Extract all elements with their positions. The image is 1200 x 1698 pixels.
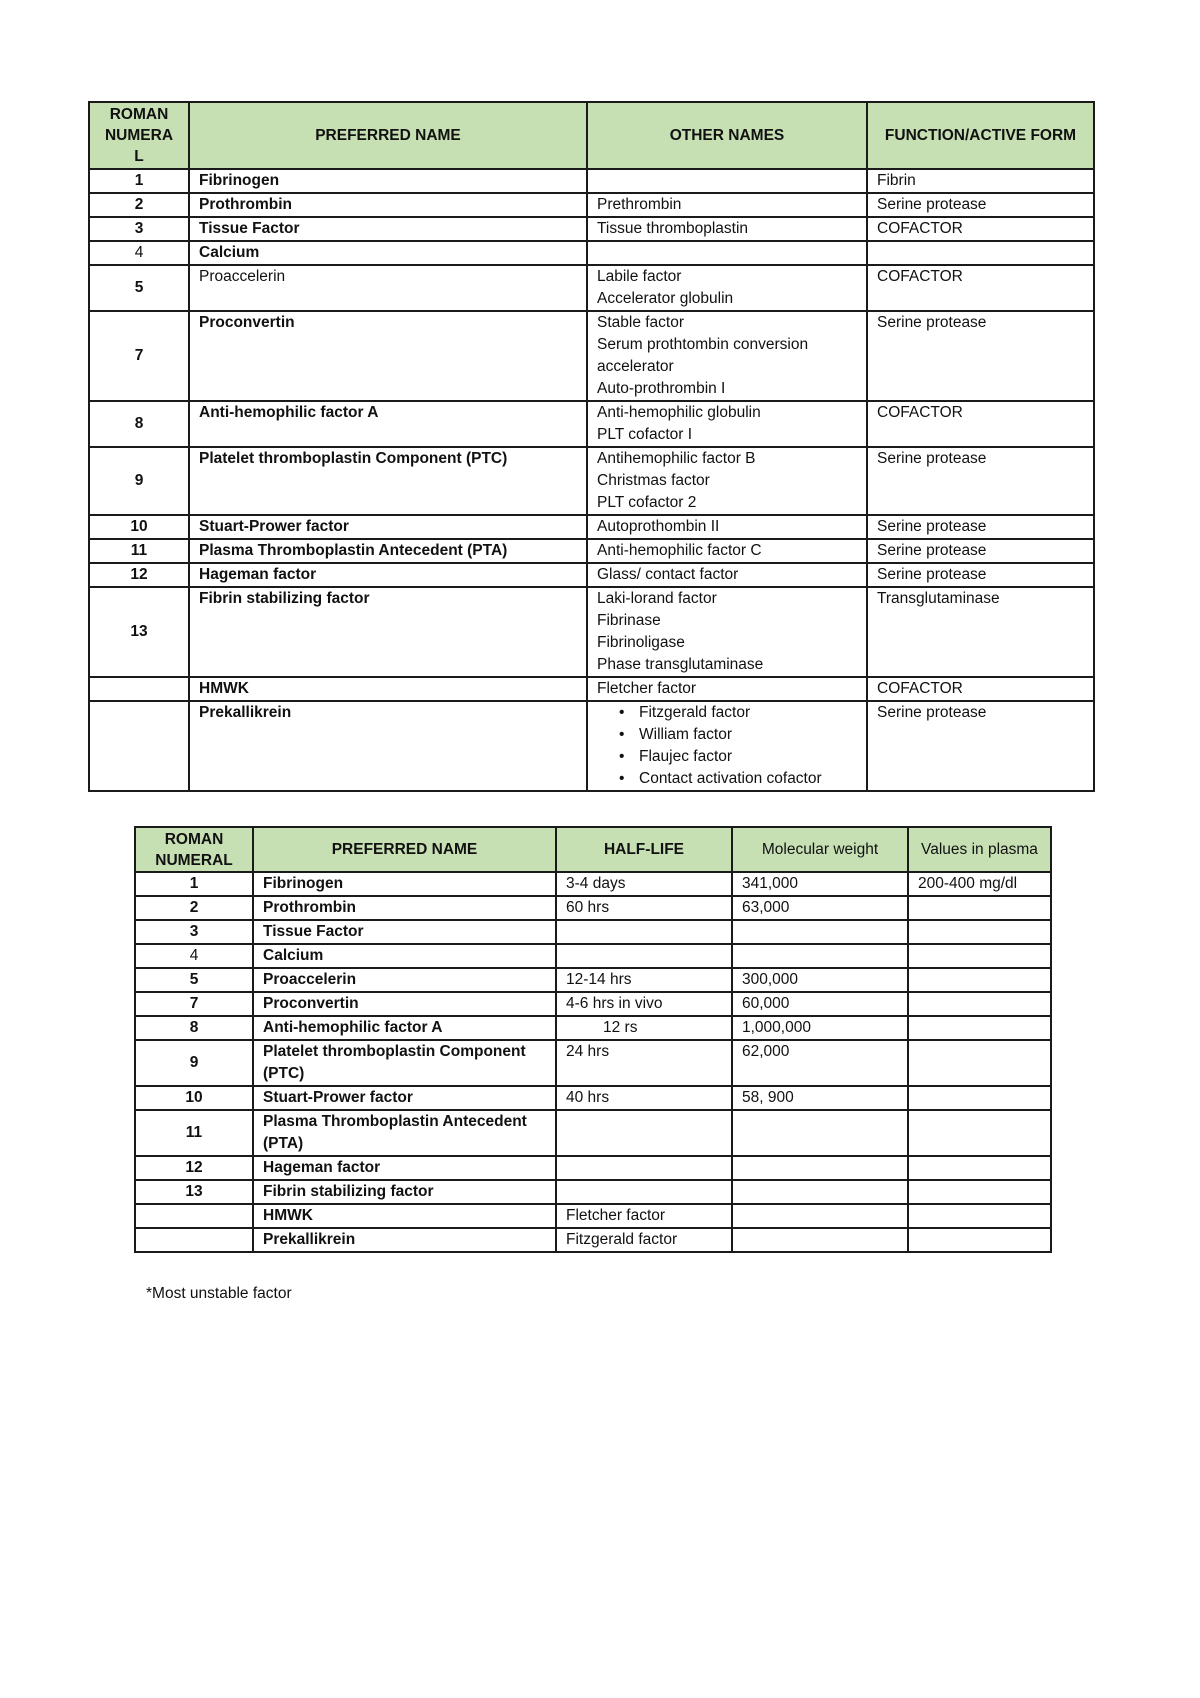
list-item: • Contact activation cofactor xyxy=(619,768,862,790)
plasma-value-cell xyxy=(908,1228,1051,1252)
numeral-cell: 4 xyxy=(89,241,189,265)
table-row xyxy=(89,587,1094,677)
half-life-cell xyxy=(556,1156,732,1180)
numeral-cell: 7 xyxy=(89,311,189,401)
numeral-cell: 9 xyxy=(89,447,189,515)
table-row xyxy=(89,447,1094,515)
name-cell: Prekallikrein xyxy=(189,701,587,791)
function-cell: Serine protease xyxy=(867,447,1094,515)
half-life-cell: 40 hrs xyxy=(556,1086,732,1110)
name-cell: Tissue Factor xyxy=(189,217,587,241)
function-cell: Serine protease xyxy=(867,515,1094,539)
plasma-value-cell xyxy=(908,1040,1051,1086)
table-row xyxy=(135,1156,1051,1180)
name-cell: Proaccelerin xyxy=(189,265,587,311)
name-cell: Fibrin stabilizing factor xyxy=(253,1180,556,1204)
name-cell: Hageman factor xyxy=(253,1156,556,1180)
molecular-weight-cell: 60,000 xyxy=(732,992,908,1016)
table-row xyxy=(89,701,1094,791)
function-cell: COFACTOR xyxy=(867,217,1094,241)
numeral-cell xyxy=(135,1228,253,1252)
name-cell: Hageman factor xyxy=(189,563,587,587)
plasma-value-cell xyxy=(908,1016,1051,1040)
molecular-weight-cell xyxy=(732,1180,908,1204)
name-cell: Platelet thromboplastin Component (PTC) xyxy=(189,447,587,515)
half-life-cell: 12-14 hrs xyxy=(556,968,732,992)
molecular-weight-cell: 341,000 xyxy=(732,872,908,896)
table-row xyxy=(135,896,1051,920)
table-row xyxy=(135,1180,1051,1204)
table-row xyxy=(89,311,1094,401)
plasma-value-cell xyxy=(908,1180,1051,1204)
name-cell: Stuart-Prower factor xyxy=(253,1086,556,1110)
molecular-weight-cell xyxy=(732,1228,908,1252)
table-row xyxy=(135,944,1051,968)
coagulation-factors-table xyxy=(88,101,1095,792)
table-row xyxy=(135,992,1051,1016)
function-cell: COFACTOR xyxy=(867,401,1094,447)
plasma-value-cell xyxy=(908,920,1051,944)
half-life-cell: 24 hrs xyxy=(556,1040,732,1086)
other-names-cell: Stable factor Serum prothtombin conversion accelerator Auto-prothrombin I xyxy=(587,311,867,401)
plasma-value-cell xyxy=(908,896,1051,920)
plasma-value-cell xyxy=(908,968,1051,992)
name-cell: Fibrinogen xyxy=(253,872,556,896)
half-life-cell: 60 hrs xyxy=(556,896,732,920)
plasma-value-cell xyxy=(908,1204,1051,1228)
table-row xyxy=(89,401,1094,447)
numeral-cell: 12 xyxy=(89,563,189,587)
footnote: *Most unstable factor xyxy=(146,1285,292,1302)
table-row xyxy=(135,920,1051,944)
name-cell: Stuart-Prower factor xyxy=(189,515,587,539)
numeral-cell: 13 xyxy=(135,1180,253,1204)
numeral-cell: 8 xyxy=(135,1016,253,1040)
table-row xyxy=(135,1040,1051,1086)
half-life-cell xyxy=(556,1180,732,1204)
list-item: • Fitzgerald factor xyxy=(619,702,862,724)
table-row xyxy=(89,241,1094,265)
name-cell: Fibrin stabilizing factor xyxy=(189,587,587,677)
table-row xyxy=(89,217,1094,241)
table-row xyxy=(89,563,1094,587)
header-function: FUNCTION/ACTIVE FORM xyxy=(867,102,1094,169)
other-names-cell: Prethrombin xyxy=(587,193,867,217)
table-row xyxy=(135,1086,1051,1110)
numeral-cell: 4 xyxy=(135,944,253,968)
molecular-weight-cell xyxy=(732,944,908,968)
half-life-cell: Fitzgerald factor xyxy=(556,1228,732,1252)
other-names-bullet-list xyxy=(597,702,862,790)
numeral-cell: 11 xyxy=(89,539,189,563)
function-cell: Serine protease xyxy=(867,539,1094,563)
numeral-cell: 7 xyxy=(135,992,253,1016)
header-roman-numeral: ROMAN NUMERA L xyxy=(89,102,189,169)
table-row xyxy=(89,677,1094,701)
molecular-weight-cell: 58, 900 xyxy=(732,1086,908,1110)
half-life-cell xyxy=(556,944,732,968)
numeral-cell: 1 xyxy=(135,872,253,896)
numeral-cell: 3 xyxy=(135,920,253,944)
function-cell: Serine protease xyxy=(867,311,1094,401)
table-header-row xyxy=(89,102,1094,169)
molecular-weight-cell xyxy=(732,1156,908,1180)
numeral-cell xyxy=(89,677,189,701)
function-cell: Serine protease xyxy=(867,193,1094,217)
name-cell: Anti-hemophilic factor A xyxy=(189,401,587,447)
plasma-value-cell xyxy=(908,992,1051,1016)
list-item: • William factor xyxy=(619,724,862,746)
function-cell xyxy=(867,241,1094,265)
other-names-cell: Anti-hemophilic factor C xyxy=(587,539,867,563)
table-row xyxy=(89,169,1094,193)
name-cell: Platelet thromboplastin Component (PTC) xyxy=(253,1040,556,1086)
function-cell: Serine protease xyxy=(867,701,1094,791)
table-row xyxy=(89,539,1094,563)
other-names-cell: Fletcher factor xyxy=(587,677,867,701)
half-life-cell: 3-4 days xyxy=(556,872,732,896)
table-row xyxy=(89,265,1094,311)
other-names-cell xyxy=(587,701,867,791)
plasma-value-cell xyxy=(908,1086,1051,1110)
plasma-value-cell xyxy=(908,1110,1051,1156)
table-row xyxy=(135,1204,1051,1228)
half-life-cell xyxy=(556,920,732,944)
function-cell: Transglutaminase xyxy=(867,587,1094,677)
name-cell: Fibrinogen xyxy=(189,169,587,193)
function-cell: COFACTOR xyxy=(867,265,1094,311)
name-cell: Calcium xyxy=(253,944,556,968)
molecular-weight-cell: 1,000,000 xyxy=(732,1016,908,1040)
table-row xyxy=(135,1228,1051,1252)
numeral-cell: 1 xyxy=(89,169,189,193)
table-row xyxy=(89,515,1094,539)
molecular-weight-cell xyxy=(732,1204,908,1228)
molecular-weight-cell: 62,000 xyxy=(732,1040,908,1086)
header-other-names: OTHER NAMES xyxy=(587,102,867,169)
table-header-row xyxy=(135,827,1051,872)
numeral-cell: 10 xyxy=(89,515,189,539)
name-cell: Proconvertin xyxy=(189,311,587,401)
factor-properties-table xyxy=(134,826,1052,1253)
numeral-cell: 8 xyxy=(89,401,189,447)
numeral-cell: 5 xyxy=(89,265,189,311)
table-row xyxy=(135,1110,1051,1156)
half-life-cell: 12 rs xyxy=(556,1016,732,1040)
name-cell: HMWK xyxy=(253,1204,556,1228)
numeral-cell xyxy=(89,701,189,791)
numeral-cell: 11 xyxy=(135,1110,253,1156)
table-row xyxy=(135,968,1051,992)
plasma-value-cell: 200-400 mg/dl xyxy=(908,872,1051,896)
name-cell: Proaccelerin xyxy=(253,968,556,992)
other-names-cell xyxy=(587,241,867,265)
molecular-weight-cell xyxy=(732,920,908,944)
plasma-value-cell xyxy=(908,1156,1051,1180)
table-row xyxy=(89,193,1094,217)
function-cell: Serine protease xyxy=(867,563,1094,587)
other-names-cell: Antihemophilic factor B Christmas factor PLT cofactor 2 xyxy=(587,447,867,515)
name-cell: Anti-hemophilic factor A xyxy=(253,1016,556,1040)
other-names-cell: Autoprothombin II xyxy=(587,515,867,539)
molecular-weight-cell xyxy=(732,1110,908,1156)
other-names-cell: Anti-hemophilic globulin PLT cofactor I xyxy=(587,401,867,447)
header-roman-numeral: ROMAN NUMERAL xyxy=(135,827,253,872)
numeral-cell: 12 xyxy=(135,1156,253,1180)
half-life-cell: Fletcher factor xyxy=(556,1204,732,1228)
header-preferred-name: PREFERRED NAME xyxy=(253,827,556,872)
name-cell: Prekallikrein xyxy=(253,1228,556,1252)
molecular-weight-cell: 63,000 xyxy=(732,896,908,920)
name-cell: Proconvertin xyxy=(253,992,556,1016)
name-cell: Plasma Thromboplastin Antecedent (PTA) xyxy=(189,539,587,563)
list-item: • Flaujec factor xyxy=(619,746,862,768)
table-row xyxy=(135,1016,1051,1040)
molecular-weight-cell: 300,000 xyxy=(732,968,908,992)
numeral-cell: 10 xyxy=(135,1086,253,1110)
numeral-cell: 9 xyxy=(135,1040,253,1086)
name-cell: Tissue Factor xyxy=(253,920,556,944)
function-cell: COFACTOR xyxy=(867,677,1094,701)
numeral-cell: 2 xyxy=(135,896,253,920)
numeral-cell: 3 xyxy=(89,217,189,241)
other-names-cell: Laki-lorand factor Fibrinase Fibrinoligase Phase transglutaminase xyxy=(587,587,867,677)
table-row xyxy=(135,872,1051,896)
header-half-life: HALF-LIFE xyxy=(556,827,732,872)
plasma-value-cell xyxy=(908,944,1051,968)
other-names-cell: Tissue thromboplastin xyxy=(587,217,867,241)
name-cell: Prothrombin xyxy=(253,896,556,920)
name-cell: Calcium xyxy=(189,241,587,265)
header-values-in-plasma: Values in plasma xyxy=(908,827,1051,872)
numeral-cell: 2 xyxy=(89,193,189,217)
name-cell: Prothrombin xyxy=(189,193,587,217)
half-life-cell xyxy=(556,1110,732,1156)
function-cell: Fibrin xyxy=(867,169,1094,193)
numeral-cell: 5 xyxy=(135,968,253,992)
half-life-cell: 4-6 hrs in vivo xyxy=(556,992,732,1016)
other-names-cell: Glass/ contact factor xyxy=(587,563,867,587)
other-names-cell: Labile factor Accelerator globulin xyxy=(587,265,867,311)
header-preferred-name: PREFERRED NAME xyxy=(189,102,587,169)
numeral-cell: 13 xyxy=(89,587,189,677)
numeral-cell xyxy=(135,1204,253,1228)
name-cell: Plasma Thromboplastin Antecedent (PTA) xyxy=(253,1110,556,1156)
name-cell: HMWK xyxy=(189,677,587,701)
other-names-cell xyxy=(587,169,867,193)
header-molecular-weight: Molecular weight xyxy=(732,827,908,872)
